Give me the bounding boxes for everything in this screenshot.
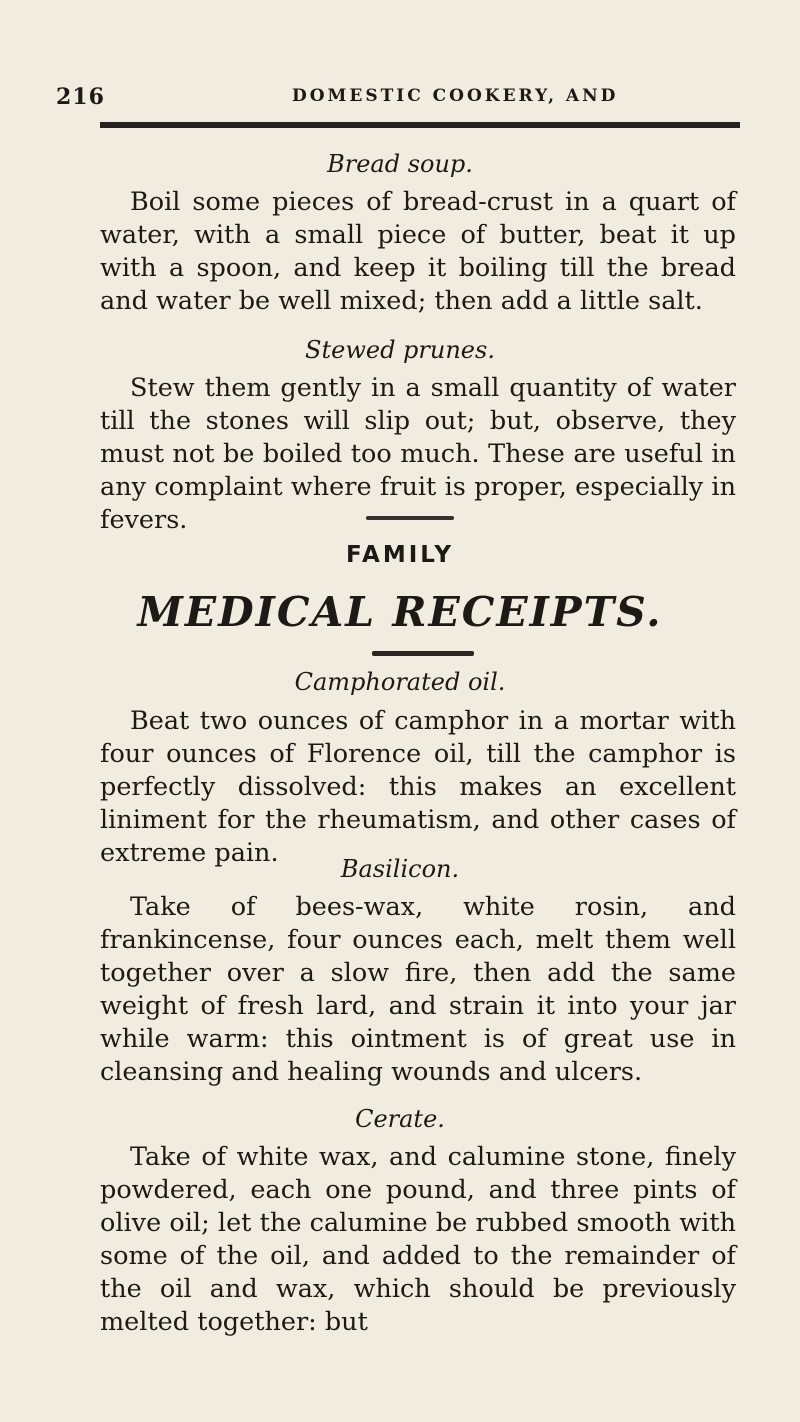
section-text-stewed-prunes: Stew them gently in a small quantity of water till the stones will slip out; but, observe, they must not be boiled too much. These are useful in any complaint where fruit is proper, especially in fevers. (100, 373, 736, 535)
receipt-heading-basilicon: Basilicon. (340, 855, 460, 883)
receipt-heading-camphorated-oil: Camphorated oil. (294, 668, 506, 696)
page-number: 216 (56, 84, 105, 110)
header-rule (100, 122, 740, 128)
division-rule (372, 651, 474, 656)
receipt-text-cerate: Take of white wax, and calumine stone, finely powdered, each one pound, and three pints of olive oil; let the calumine be rubbed smooth with some of the oil, and added to the remainder of the oil and wax, which should be previously melted together: but (100, 1142, 736, 1337)
receipt-heading-cerate: Cerate. (355, 1105, 445, 1133)
section-text-bread-soup: Boil some pieces of bread-crust in a quart of water, with a small piece of butter, beat it up with a spoon, and keep it boiling till the bread and water be well mixed; then add a little salt. (100, 187, 736, 316)
receipt-text-camphorated-oil: Beat two ounces of camphor in a mortar with four ounces of Florence oil, till the camphor is perfectly dissolved: this makes an excellent liniment for the rheumatism, and other cases of extreme pain. (100, 706, 736, 868)
receipt-text-basilicon: Take of bees-wax, white rosin, and frankincense, four ounces each, melt them well together over a slow fire, then add the same weight of fresh lard, and strain it into your jar while warm: this ointment is of great use in cleansing and healing wounds and ulcers. (100, 892, 736, 1087)
division-label: FAMILY (345, 542, 455, 568)
section-heading-bread-soup: Bread soup. (327, 150, 473, 178)
running-head: DOMESTIC COOKERY, AND (292, 86, 619, 106)
section-heading-stewed-prunes: Stewed prunes. (305, 336, 495, 364)
section-divider (366, 516, 454, 520)
page-header (56, 84, 746, 114)
division-title: MEDICAL RECEIPTS. (137, 588, 663, 636)
